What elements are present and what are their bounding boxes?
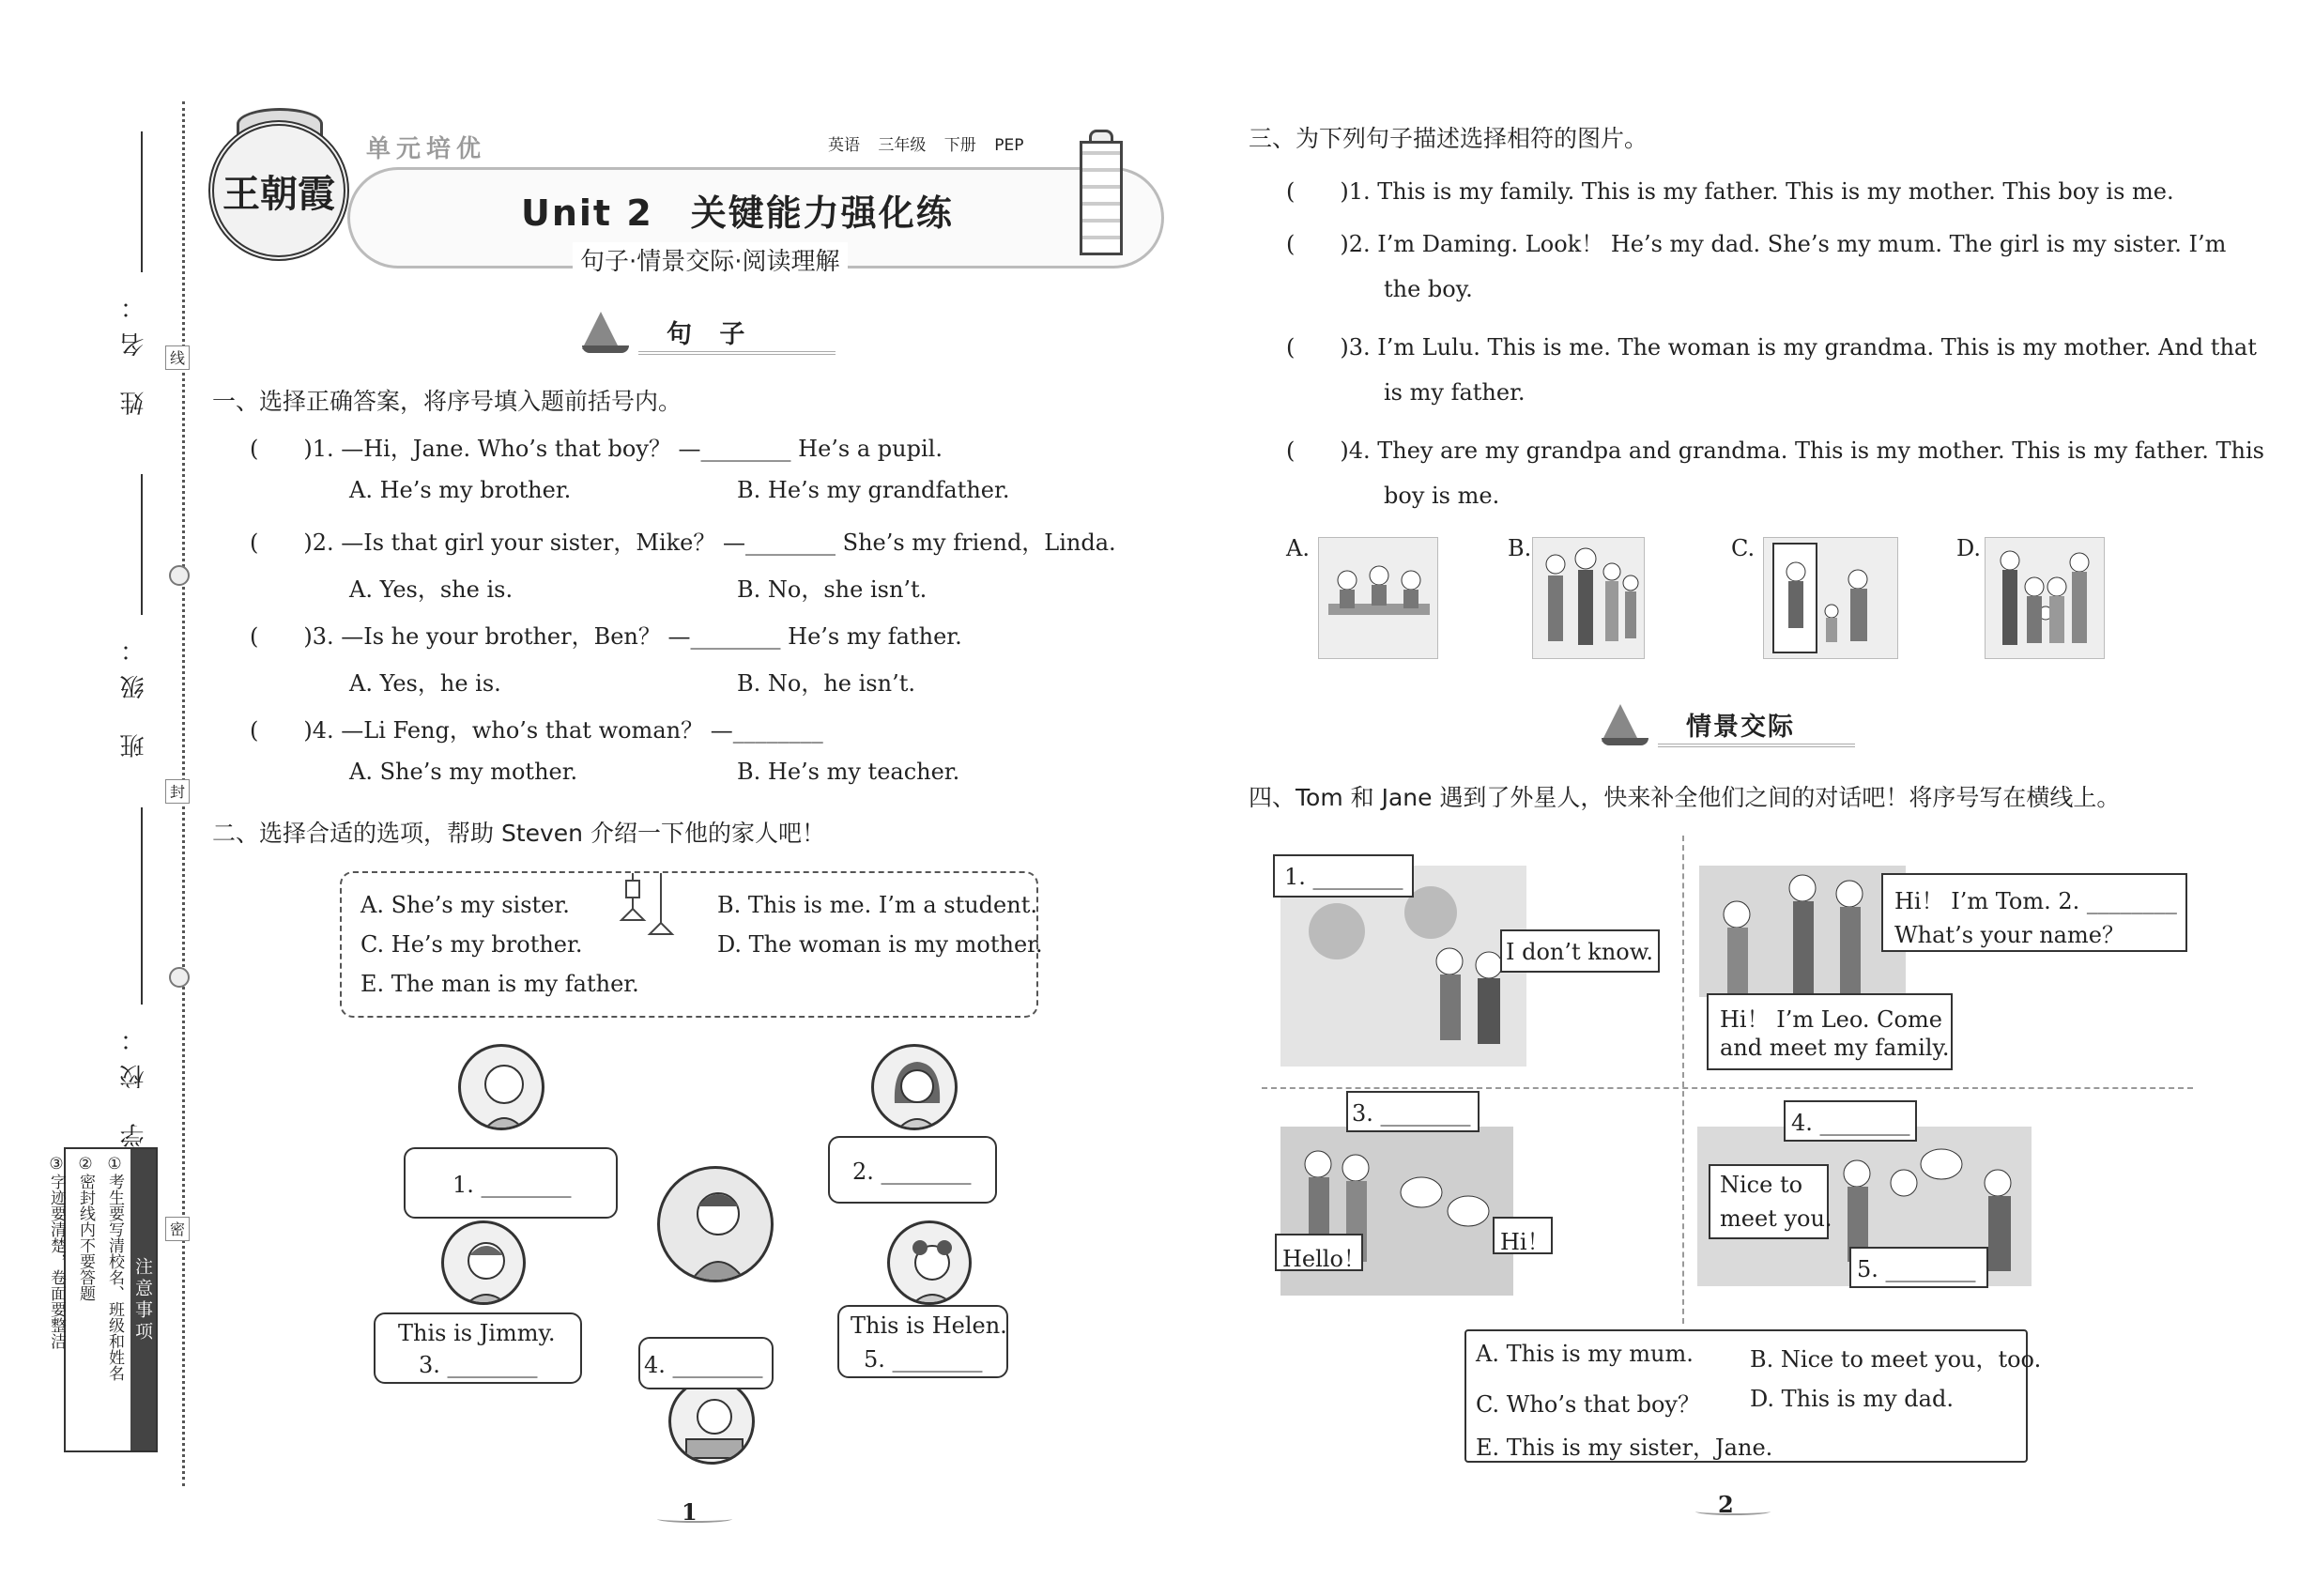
mother-portrait: [871, 1044, 958, 1130]
sailboat-icon: [1602, 704, 1639, 742]
option-4b: B. He’s my teacher.: [737, 759, 960, 785]
picture-c-family-door: [1763, 537, 1898, 659]
part3-item-4-cont: boy is me.: [1384, 483, 1500, 509]
series-tag: 单元培优: [366, 135, 487, 163]
option-3a: A. Yes，he is.: [349, 670, 501, 697]
picture-d-grandparents: [1985, 537, 2105, 659]
lighthouse-icon: [1080, 141, 1123, 255]
page-title: Unit 2 关键能力强化练: [521, 192, 954, 234]
bubble-5-blank: 5. ________: [864, 1346, 983, 1373]
sister-portrait: [887, 1220, 972, 1305]
cut-mark-xian: 线: [165, 345, 190, 370]
part3-item-3: ( )3. I’m Lulu. This is me. The woman is my grandma. This is my mother. And that: [1286, 334, 2257, 361]
option-3b: B. No，he isn’t.: [737, 670, 915, 697]
class-label: 班 级：: [120, 624, 148, 759]
option-1b: B. He’s my grandfather.: [737, 477, 1010, 503]
cut-mark-mi: 密: [165, 1217, 190, 1241]
section-title: 情景交际: [1686, 713, 1795, 742]
part4-option-e: E. This is my sister，Jane.: [1476, 1435, 1773, 1461]
page-ornament: [657, 1515, 732, 1523]
part3-item-3-cont: is my father.: [1384, 379, 1526, 406]
part1-heading: 一、选择正确答案，将序号填入题前括号内。: [212, 388, 682, 415]
school-label: 学 校：: [120, 1014, 148, 1148]
me-portrait: [668, 1378, 755, 1465]
dialog-blank-3: 3. ________: [1346, 1091, 1480, 1132]
notice-box: [47, 1147, 158, 1452]
binding-hole-icon: [169, 967, 190, 988]
page-number-2: 2: [1718, 1491, 1734, 1518]
notice-item: ①考生要写清校名、班级和姓名: [105, 1155, 124, 1381]
part3-item-2: ( )2. I’m Daming. Look！ He’s my dad. She’s my mum. The girl is my sister. I’m: [1286, 231, 2227, 257]
bubble-5-text: This is Helen.: [851, 1312, 1007, 1339]
bubble-1: [404, 1147, 618, 1219]
question-3: ( )3. —Is he your brother，Ben？ —________ He’s my father.: [250, 623, 962, 650]
pic-label-c: C.: [1731, 535, 1756, 561]
section-banner-sentences: [582, 308, 836, 361]
name-line: [141, 131, 143, 272]
page-subtitle: 句子·情景交际·阅读理解: [573, 242, 848, 277]
bubble-3: [374, 1312, 582, 1384]
dialog-reply-dont-know: I don’t know.: [1500, 929, 1660, 973]
panel-divider-vertical: [1682, 836, 1684, 1324]
bubble-2-blank: 2. ________: [852, 1159, 972, 1185]
option-2a: A. Yes，she is.: [349, 576, 514, 603]
part2-option-e: E. The man is my father.: [360, 971, 639, 997]
pic-label-a: A.: [1286, 535, 1310, 561]
question-2: ( )2. —Is that girl your sister，Mike？ —________ She’s my friend，Linda.: [250, 529, 1116, 556]
class-line: [141, 474, 143, 615]
page-number-1: 1: [682, 1498, 698, 1526]
picture-b-family-standing: [1532, 537, 1645, 659]
part2-option-a: A. She’s my sister.: [360, 892, 570, 918]
dialog-hello: Hello！: [1275, 1234, 1363, 1271]
part2-option-b: B. This is me. I’m a student.: [717, 892, 1037, 918]
sailboat-icon: [582, 312, 620, 349]
bubble-4-blank: 4. ________: [644, 1352, 763, 1378]
publisher-logo: [208, 120, 349, 261]
part4-heading: 四、Tom 和 Jane 遇到了外星人，快来补全他们之间的对话吧！将序号写在横线上。: [1249, 784, 2121, 811]
panel-divider-horizontal: [1262, 1087, 2193, 1089]
name-label: 姓 名：: [120, 282, 148, 416]
question-4: ( )4. —Li Feng，who’s that woman？ —________: [250, 717, 823, 744]
part3-item-4: ( )4. They are my grandpa and grandma. This is my mother. This is my father. This: [1286, 437, 2264, 464]
part2-option-c: C. He’s my brother.: [360, 931, 583, 958]
option-2b: B. No，she isn’t.: [737, 576, 928, 603]
section-title: 句 子: [667, 320, 755, 349]
dialog-hi: Hi！: [1493, 1217, 1553, 1254]
father-portrait: [458, 1044, 544, 1130]
part4-option-d: D. This is my dad.: [1750, 1386, 1954, 1412]
book-meta: 英语 三年级 下册 PEP: [828, 136, 1024, 155]
page-ornament: [1695, 1508, 1771, 1515]
bubble-4: [638, 1337, 774, 1389]
dialog-nice-to-meet: Nice to meet you.: [1709, 1164, 1829, 1239]
dialog-blank-4: 4. ________: [1784, 1100, 1917, 1142]
question-1: ( )1. —Hi，Jane. Who’s that boy？ —________ He’s a pupil.: [250, 436, 943, 462]
panel-2-scene: [1699, 866, 1906, 997]
dialog-blank-1: 1. ________: [1273, 854, 1414, 898]
part2-options-box: [340, 871, 1043, 1018]
bubble-3-text: This is Jimmy.: [398, 1320, 556, 1346]
pic-label-d: D.: [1956, 535, 1982, 561]
part2-option-d: D. The woman is my mother.: [717, 931, 1043, 958]
notice-item: ③字迹要清楚，卷面要整洁: [47, 1155, 66, 1349]
dialog-leo-intro: Hi！ I’m Leo. Come and meet my family.: [1707, 993, 1953, 1070]
binding-hole-icon: [169, 565, 190, 586]
notice-head: 注意事项: [130, 1149, 156, 1450]
pic-label-b: B.: [1508, 535, 1532, 561]
bubble-3-blank: 3. ________: [419, 1352, 538, 1378]
logo-text: 王朝霞: [222, 171, 335, 216]
dialog-tom-intro: Hi！ I’m Tom. 2. ________ What’s your name？: [1881, 873, 2187, 952]
part4-option-b: B. Nice to meet you，too.: [1750, 1346, 2042, 1373]
part4-options-box: [1464, 1329, 2042, 1463]
option-4a: A. She’s my mother.: [349, 759, 578, 785]
part4-option-a: A. This is my mum.: [1476, 1341, 1694, 1367]
cut-mark-feng: 封: [165, 779, 190, 804]
bubble-2: [828, 1136, 997, 1204]
part2-heading: 二、选择合适的选项，帮助 Steven 介绍一下他的家人吧！: [212, 820, 825, 847]
notice-item: ②密封线内不要答题: [76, 1155, 95, 1301]
option-1a: A. He’s my brother.: [349, 477, 572, 503]
part3-heading: 三、为下列句子描述选择相符的图片。: [1249, 125, 1648, 152]
brother-portrait: [441, 1220, 526, 1305]
steven-portrait: [657, 1166, 774, 1282]
part3-item-2-cont: the boy.: [1384, 276, 1473, 302]
dialog-blank-5: 5. ________: [1849, 1247, 1988, 1288]
bubble-1-blank: 1. ________: [452, 1172, 572, 1198]
part4-option-c: C. Who’s that boy？: [1476, 1391, 1700, 1418]
part3-item-1: ( )1. This is my family. This is my father. This is my mother. This boy is me.: [1286, 178, 2174, 205]
bubble-5: [837, 1305, 1008, 1378]
picture-a-family-table: [1318, 537, 1438, 659]
school-line: [141, 807, 143, 1005]
section-banner-dialogue: [1602, 700, 1855, 753]
ceiling-lamp-icon: [614, 873, 689, 948]
